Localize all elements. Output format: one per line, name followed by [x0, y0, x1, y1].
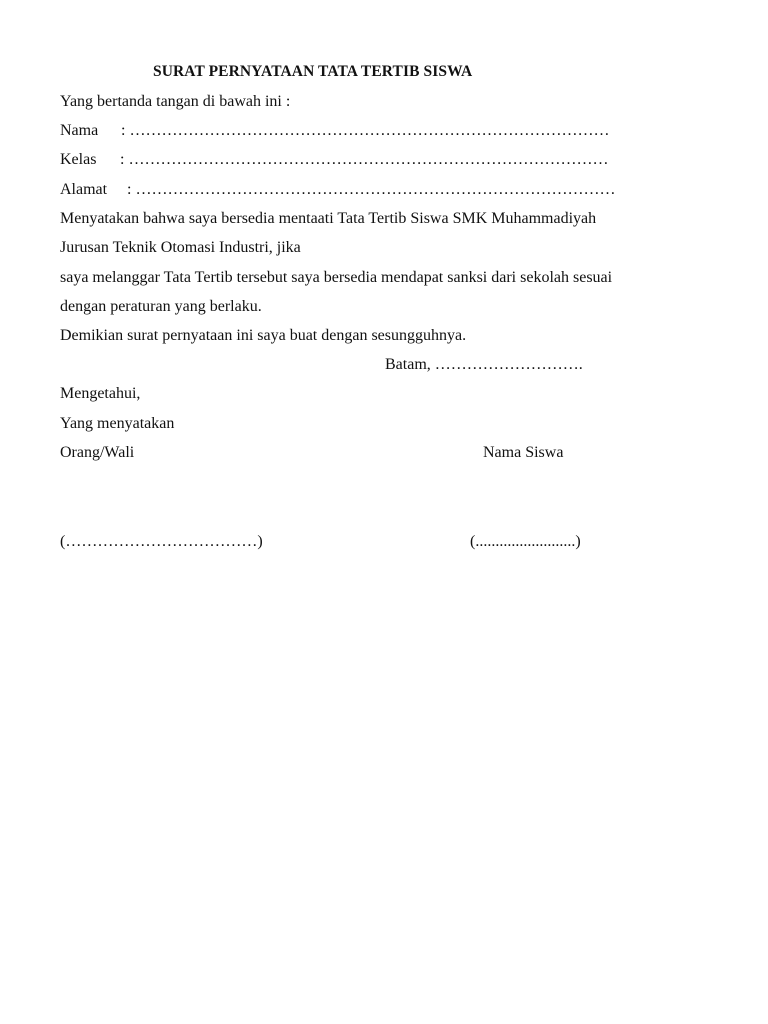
- student-signature-line: (.........................): [470, 533, 581, 550]
- statement-line-3: saya melanggar Tata Tertib tersebut saya bersedia mendapat sanksi dari sekolah sesuai: [60, 269, 613, 286]
- field-value-nama: : ………………………………………………………………………………: [121, 122, 610, 139]
- statement-line-4: dengan peraturan yang berlaku.: [60, 298, 262, 315]
- document-title: SURAT PERNYATAAN TATA TERTIB SISWA: [153, 63, 473, 80]
- guardian-signature-line: (………………………………): [60, 533, 263, 550]
- statement-line-1: Menyatakan bahwa saya bersedia mentaati Tata Tertib Siswa SMK Muhammadiyah: [60, 210, 597, 227]
- guardian-label: Orang/Wali: [60, 444, 135, 461]
- field-value-kelas: : ………………………………………………………………………………: [120, 151, 609, 168]
- student-label: Nama Siswa: [483, 444, 564, 461]
- intro-text: Yang bertanda tangan di bawah ini :: [60, 93, 291, 110]
- field-kelas: [60, 150, 680, 170]
- field-label-alamat: Alamat: [60, 181, 108, 198]
- statement-line-2: Jurusan Teknik Otomasi Industri, jika: [60, 239, 301, 256]
- field-label-kelas: Kelas: [60, 151, 97, 168]
- acknowledged-label: Mengetahui,: [60, 385, 141, 402]
- field-label-nama: Nama: [60, 122, 99, 139]
- field-nama: [60, 121, 680, 141]
- field-alamat: [60, 180, 680, 200]
- place-date: Batam, ……………………….: [385, 356, 583, 373]
- field-value-alamat: : ………………………………………………………………………………: [127, 181, 616, 198]
- closing-text: Demikian surat pernyataan ini saya buat dengan sesungguhnya.: [60, 327, 467, 344]
- declarer-label: Yang menyatakan: [60, 415, 175, 432]
